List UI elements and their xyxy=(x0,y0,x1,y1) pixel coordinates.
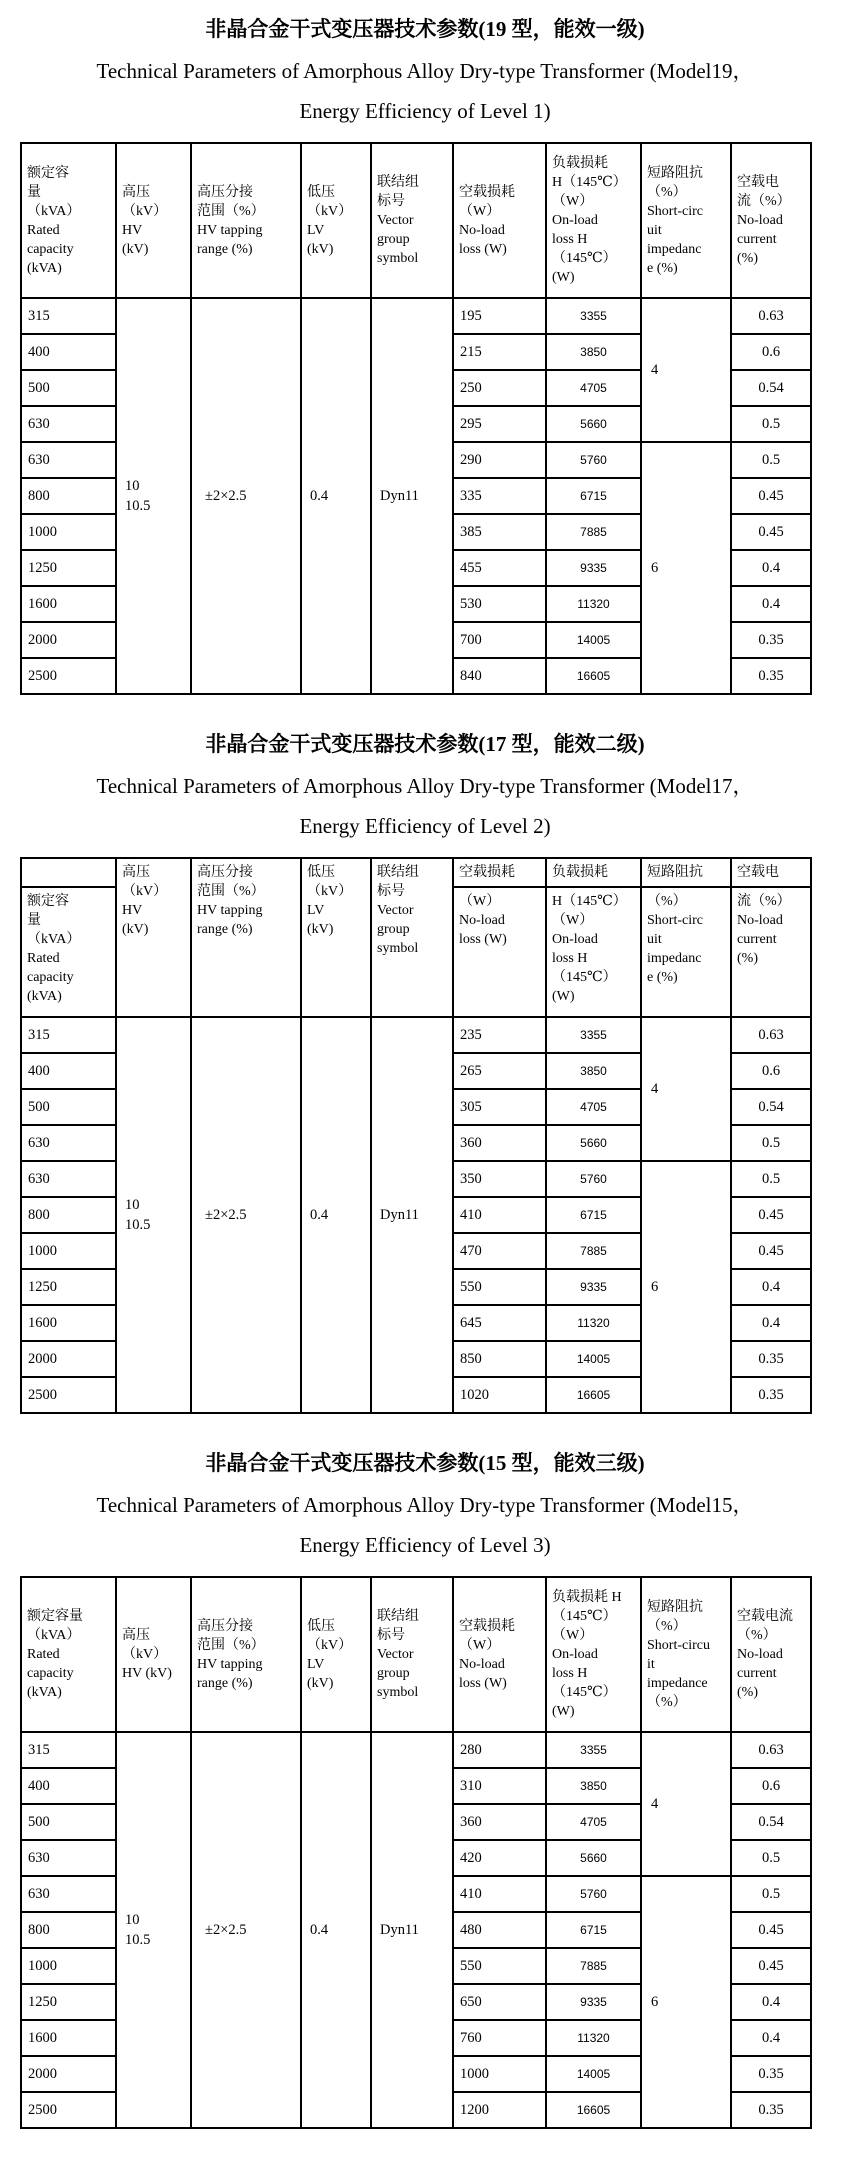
on-load-loss-cell: 3850 xyxy=(546,1768,641,1804)
no-load-loss-cell: 410 xyxy=(453,1197,546,1233)
table-header xyxy=(21,1577,811,1732)
on-load-loss-cell: 6715 xyxy=(546,1912,641,1948)
no-load-current-cell: 0.35 xyxy=(731,1341,811,1377)
hv-voltage-cell: 10 10.5 xyxy=(116,1017,191,1413)
rated-capacity-cell: 800 xyxy=(21,1197,116,1233)
rated-capacity-cell: 400 xyxy=(21,1053,116,1089)
on-load-loss-cell: 3355 xyxy=(546,1732,641,1768)
no-load-loss-cell: 530 xyxy=(453,586,546,622)
column-header-empty xyxy=(21,858,116,887)
no-load-loss-cell: 280 xyxy=(453,1732,546,1768)
column-header-bottom: （%） Short-circ uit impedanc e (%) xyxy=(641,887,731,1017)
rated-capacity-cell: 2000 xyxy=(21,1341,116,1377)
column-header: 额定容 量 （kVA） Rated capacity (kVA) xyxy=(21,143,116,298)
no-load-current-cell: 0.6 xyxy=(731,334,811,370)
on-load-loss-cell: 3850 xyxy=(546,1053,641,1089)
rated-capacity-cell: 315 xyxy=(21,1017,116,1053)
rated-capacity-cell: 630 xyxy=(21,1161,116,1197)
no-load-loss-cell: 1000 xyxy=(453,2056,546,2092)
section-title-chinese: 非晶合金干式变压器技术参数(19 型，能效一级) xyxy=(205,17,645,41)
table-header xyxy=(21,143,811,298)
no-load-loss-cell: 760 xyxy=(453,2020,546,2056)
rated-capacity-cell: 630 xyxy=(21,1876,116,1912)
on-load-loss-cell: 16605 xyxy=(546,1377,641,1413)
column-header: 高压 （kV） HV (kV) xyxy=(116,858,191,1017)
on-load-loss-cell: 14005 xyxy=(546,2056,641,2092)
column-header: 短路阻抗 （%） Short-circ uit impedanc e (%) xyxy=(641,143,731,298)
no-load-loss-cell: 550 xyxy=(453,1269,546,1305)
on-load-loss-cell: 6715 xyxy=(546,478,641,514)
no-load-current-cell: 0.45 xyxy=(731,514,811,550)
no-load-current-cell: 0.35 xyxy=(731,658,811,694)
no-load-loss-cell: 455 xyxy=(453,550,546,586)
column-header: 联结组 标号 Vector group symbol xyxy=(371,1577,453,1732)
vector-group-cell: Dyn11 xyxy=(371,1017,453,1413)
on-load-loss-cell: 9335 xyxy=(546,1269,641,1305)
column-header: 额定容 量 （kVA） Rated capacity (kVA) xyxy=(21,887,116,1017)
no-load-loss-cell: 1020 xyxy=(453,1377,546,1413)
rated-capacity-cell: 1250 xyxy=(21,1269,116,1305)
on-load-loss-cell: 14005 xyxy=(546,1341,641,1377)
rated-capacity-cell: 400 xyxy=(21,1768,116,1804)
on-load-loss-cell: 6715 xyxy=(546,1197,641,1233)
no-load-current-cell: 0.54 xyxy=(731,1804,811,1840)
on-load-loss-cell: 16605 xyxy=(546,2092,641,2128)
short-circuit-impedance-cell: 6 xyxy=(641,1876,731,2128)
rated-capacity-cell: 1600 xyxy=(21,1305,116,1341)
no-load-loss-cell: 235 xyxy=(453,1017,546,1053)
transformer-spec-section xyxy=(0,1448,850,2129)
on-load-loss-cell: 3355 xyxy=(546,1017,641,1053)
parameters-table xyxy=(20,142,812,695)
lv-voltage-cell: 0.4 xyxy=(301,298,371,694)
table-row xyxy=(21,298,811,334)
hv-tapping-range-cell: ±2×2.5 xyxy=(191,298,301,694)
hv-voltage-cell: 10 10.5 xyxy=(116,1732,191,2128)
column-header-top: 短路阻抗 xyxy=(641,858,731,887)
on-load-loss-cell: 11320 xyxy=(546,586,641,622)
section-title-english-line2: Energy Efficiency of Level 2) xyxy=(299,814,551,838)
table-body xyxy=(21,1732,811,2128)
rated-capacity-cell: 2500 xyxy=(21,658,116,694)
no-load-loss-cell: 410 xyxy=(453,1876,546,1912)
no-load-current-cell: 0.45 xyxy=(731,478,811,514)
no-load-loss-cell: 550 xyxy=(453,1948,546,1984)
table-body xyxy=(21,1017,811,1413)
no-load-loss-cell: 420 xyxy=(453,1840,546,1876)
on-load-loss-cell: 3355 xyxy=(546,298,641,334)
no-load-current-cell: 0.5 xyxy=(731,442,811,478)
no-load-loss-cell: 1200 xyxy=(453,2092,546,2128)
on-load-loss-cell: 16605 xyxy=(546,658,641,694)
no-load-loss-cell: 360 xyxy=(453,1804,546,1840)
column-header: 联结组 标号 Vector group symbol xyxy=(371,143,453,298)
no-load-current-cell: 0.45 xyxy=(731,1912,811,1948)
column-header: 空载损耗 （W） No-load loss (W) xyxy=(453,1577,546,1732)
section-title-english-line2: Energy Efficiency of Level 1) xyxy=(299,99,551,123)
document-page xyxy=(0,14,850,2129)
no-load-current-cell: 0.35 xyxy=(731,2092,811,2128)
rated-capacity-cell: 500 xyxy=(21,1804,116,1840)
rated-capacity-cell: 800 xyxy=(21,1912,116,1948)
on-load-loss-cell: 5760 xyxy=(546,1161,641,1197)
no-load-loss-cell: 850 xyxy=(453,1341,546,1377)
no-load-current-cell: 0.45 xyxy=(731,1233,811,1269)
no-load-loss-cell: 480 xyxy=(453,1912,546,1948)
column-header: 高压 （kV） HV (kV) xyxy=(116,1577,191,1732)
no-load-current-cell: 0.4 xyxy=(731,1984,811,2020)
rated-capacity-cell: 630 xyxy=(21,406,116,442)
short-circuit-impedance-cell: 4 xyxy=(641,1017,731,1161)
no-load-loss-cell: 360 xyxy=(453,1125,546,1161)
header-row xyxy=(21,143,811,298)
rated-capacity-cell: 1000 xyxy=(21,1233,116,1269)
no-load-current-cell: 0.5 xyxy=(731,1840,811,1876)
no-load-current-cell: 0.4 xyxy=(731,1269,811,1305)
column-header: 负载损耗 H （145℃） （W） On-load loss H （145℃） (W) xyxy=(546,1577,641,1732)
section-title-english-line1: Technical Parameters of Amorphous Alloy Dry-type Transformer (Model17， xyxy=(96,774,754,798)
section-title-english-line1: Technical Parameters of Amorphous Alloy Dry-type Transformer (Model15， xyxy=(96,1493,754,1517)
no-load-loss-cell: 650 xyxy=(453,1984,546,2020)
no-load-loss-cell: 470 xyxy=(453,1233,546,1269)
lv-voltage-cell: 0.4 xyxy=(301,1017,371,1413)
on-load-loss-cell: 5660 xyxy=(546,1125,641,1161)
rated-capacity-cell: 1000 xyxy=(21,514,116,550)
rated-capacity-cell: 400 xyxy=(21,334,116,370)
header-row xyxy=(21,1577,811,1732)
vector-group-cell: Dyn11 xyxy=(371,1732,453,2128)
no-load-current-cell: 0.6 xyxy=(731,1053,811,1089)
no-load-loss-cell: 350 xyxy=(453,1161,546,1197)
rated-capacity-cell: 315 xyxy=(21,1732,116,1768)
no-load-current-cell: 0.4 xyxy=(731,2020,811,2056)
no-load-loss-cell: 265 xyxy=(453,1053,546,1089)
on-load-loss-cell: 4705 xyxy=(546,1089,641,1125)
on-load-loss-cell: 5660 xyxy=(546,1840,641,1876)
no-load-loss-cell: 700 xyxy=(453,622,546,658)
no-load-loss-cell: 305 xyxy=(453,1089,546,1125)
no-load-current-cell: 0.35 xyxy=(731,622,811,658)
no-load-current-cell: 0.5 xyxy=(731,1125,811,1161)
section-title-english-line2: Energy Efficiency of Level 3) xyxy=(299,1533,551,1557)
column-header-top: 空载电 xyxy=(731,858,811,887)
column-header: 空载电流 （%） No-load current (%) xyxy=(731,1577,811,1732)
section-title-english-line1: Technical Parameters of Amorphous Alloy Dry-type Transformer (Model19， xyxy=(96,59,754,83)
column-header: 额定容量 （kVA） Rated capacity (kVA) xyxy=(21,1577,116,1732)
column-header: 短路阻抗 （%） Short-circu it impedance （%） xyxy=(641,1577,731,1732)
rated-capacity-cell: 630 xyxy=(21,1125,116,1161)
rated-capacity-cell: 2000 xyxy=(21,2056,116,2092)
on-load-loss-cell: 5660 xyxy=(546,406,641,442)
no-load-current-cell: 0.45 xyxy=(731,1197,811,1233)
on-load-loss-cell: 7885 xyxy=(546,514,641,550)
parameters-table xyxy=(20,857,812,1414)
column-header: 负载损耗 H（145℃） （W） On-load loss H （145℃） (W) xyxy=(546,143,641,298)
no-load-current-cell: 0.4 xyxy=(731,1305,811,1341)
short-circuit-impedance-cell: 6 xyxy=(641,1161,731,1413)
sections-container xyxy=(0,14,850,2129)
rated-capacity-cell: 1600 xyxy=(21,2020,116,2056)
no-load-current-cell: 0.63 xyxy=(731,298,811,334)
no-load-current-cell: 0.35 xyxy=(731,2056,811,2092)
short-circuit-impedance-cell: 4 xyxy=(641,298,731,442)
hv-voltage-cell: 10 10.5 xyxy=(116,298,191,694)
column-header: 空载损耗 （W） No-load loss (W) xyxy=(453,143,546,298)
on-load-loss-cell: 14005 xyxy=(546,622,641,658)
header-row-top xyxy=(21,858,811,887)
no-load-loss-cell: 250 xyxy=(453,370,546,406)
column-header: 高压分接 范围（%） HV tapping range (%) xyxy=(191,143,301,298)
no-load-current-cell: 0.45 xyxy=(731,1948,811,1984)
no-load-loss-cell: 215 xyxy=(453,334,546,370)
on-load-loss-cell: 3850 xyxy=(546,334,641,370)
column-header-top: 空载损耗 xyxy=(453,858,546,887)
no-load-loss-cell: 295 xyxy=(453,406,546,442)
no-load-current-cell: 0.35 xyxy=(731,1377,811,1413)
no-load-loss-cell: 385 xyxy=(453,514,546,550)
on-load-loss-cell: 9335 xyxy=(546,550,641,586)
table-row xyxy=(21,1017,811,1053)
transformer-spec-section xyxy=(0,14,850,695)
on-load-loss-cell: 7885 xyxy=(546,1948,641,1984)
no-load-loss-cell: 310 xyxy=(453,1768,546,1804)
rated-capacity-cell: 1600 xyxy=(21,586,116,622)
rated-capacity-cell: 630 xyxy=(21,1840,116,1876)
column-header: 高压分接 范围（%） HV tapping range (%) xyxy=(191,858,301,1017)
hv-tapping-range-cell: ±2×2.5 xyxy=(191,1732,301,2128)
rated-capacity-cell: 1250 xyxy=(21,1984,116,2020)
no-load-loss-cell: 840 xyxy=(453,658,546,694)
rated-capacity-cell: 800 xyxy=(21,478,116,514)
on-load-loss-cell: 11320 xyxy=(546,2020,641,2056)
column-header-top: 负载损耗 xyxy=(546,858,641,887)
vector-group-cell: Dyn11 xyxy=(371,298,453,694)
column-header: 低压 （kV） LV (kV) xyxy=(301,1577,371,1732)
no-load-current-cell: 0.6 xyxy=(731,1768,811,1804)
column-header-bottom: H（145℃） （W） On-load loss H （145℃） (W) xyxy=(546,887,641,1017)
rated-capacity-cell: 500 xyxy=(21,1089,116,1125)
no-load-loss-cell: 335 xyxy=(453,478,546,514)
column-header-bottom: （W） No-load loss (W) xyxy=(453,887,546,1017)
on-load-loss-cell: 11320 xyxy=(546,1305,641,1341)
column-header: 高压分接 范围（%） HV tapping range (%) xyxy=(191,1577,301,1732)
rated-capacity-cell: 315 xyxy=(21,298,116,334)
column-header-bottom: 流（%） No-load current (%) xyxy=(731,887,811,1017)
transformer-spec-section xyxy=(0,729,850,1414)
no-load-loss-cell: 645 xyxy=(453,1305,546,1341)
short-circuit-impedance-cell: 6 xyxy=(641,442,731,694)
on-load-loss-cell: 4705 xyxy=(546,1804,641,1840)
on-load-loss-cell: 7885 xyxy=(546,1233,641,1269)
no-load-current-cell: 0.4 xyxy=(731,586,811,622)
column-header: 联结组 标号 Vector group symbol xyxy=(371,858,453,1017)
no-load-current-cell: 0.5 xyxy=(731,406,811,442)
rated-capacity-cell: 2500 xyxy=(21,2092,116,2128)
on-load-loss-cell: 5760 xyxy=(546,1876,641,1912)
hv-tapping-range-cell: ±2×2.5 xyxy=(191,1017,301,1413)
section-title-chinese: 非晶合金干式变压器技术参数(17 型，能效二级) xyxy=(205,732,645,756)
on-load-loss-cell: 4705 xyxy=(546,370,641,406)
no-load-current-cell: 0.54 xyxy=(731,1089,811,1125)
table-header xyxy=(21,858,811,1017)
on-load-loss-cell: 9335 xyxy=(546,1984,641,2020)
no-load-current-cell: 0.5 xyxy=(731,1876,811,1912)
column-header: 低压 （kV） LV (kV) xyxy=(301,143,371,298)
section-title-chinese: 非晶合金干式变压器技术参数(15 型，能效三级) xyxy=(205,1451,645,1475)
no-load-current-cell: 0.63 xyxy=(731,1732,811,1768)
no-load-current-cell: 0.4 xyxy=(731,550,811,586)
on-load-loss-cell: 5760 xyxy=(546,442,641,478)
table-row xyxy=(21,1732,811,1768)
table-body xyxy=(21,298,811,694)
no-load-current-cell: 0.5 xyxy=(731,1161,811,1197)
no-load-current-cell: 0.54 xyxy=(731,370,811,406)
no-load-loss-cell: 290 xyxy=(453,442,546,478)
rated-capacity-cell: 500 xyxy=(21,370,116,406)
column-header: 高压 （kV） HV (kV) xyxy=(116,143,191,298)
rated-capacity-cell: 2500 xyxy=(21,1377,116,1413)
rated-capacity-cell: 2000 xyxy=(21,622,116,658)
no-load-loss-cell: 195 xyxy=(453,298,546,334)
rated-capacity-cell: 1000 xyxy=(21,1948,116,1984)
rated-capacity-cell: 630 xyxy=(21,442,116,478)
column-header: 低压 （kV） LV (kV) xyxy=(301,858,371,1017)
parameters-table xyxy=(20,1576,812,2129)
column-header: 空载电 流（%） No-load current (%) xyxy=(731,143,811,298)
rated-capacity-cell: 1250 xyxy=(21,550,116,586)
no-load-current-cell: 0.63 xyxy=(731,1017,811,1053)
short-circuit-impedance-cell: 4 xyxy=(641,1732,731,1876)
lv-voltage-cell: 0.4 xyxy=(301,1732,371,2128)
